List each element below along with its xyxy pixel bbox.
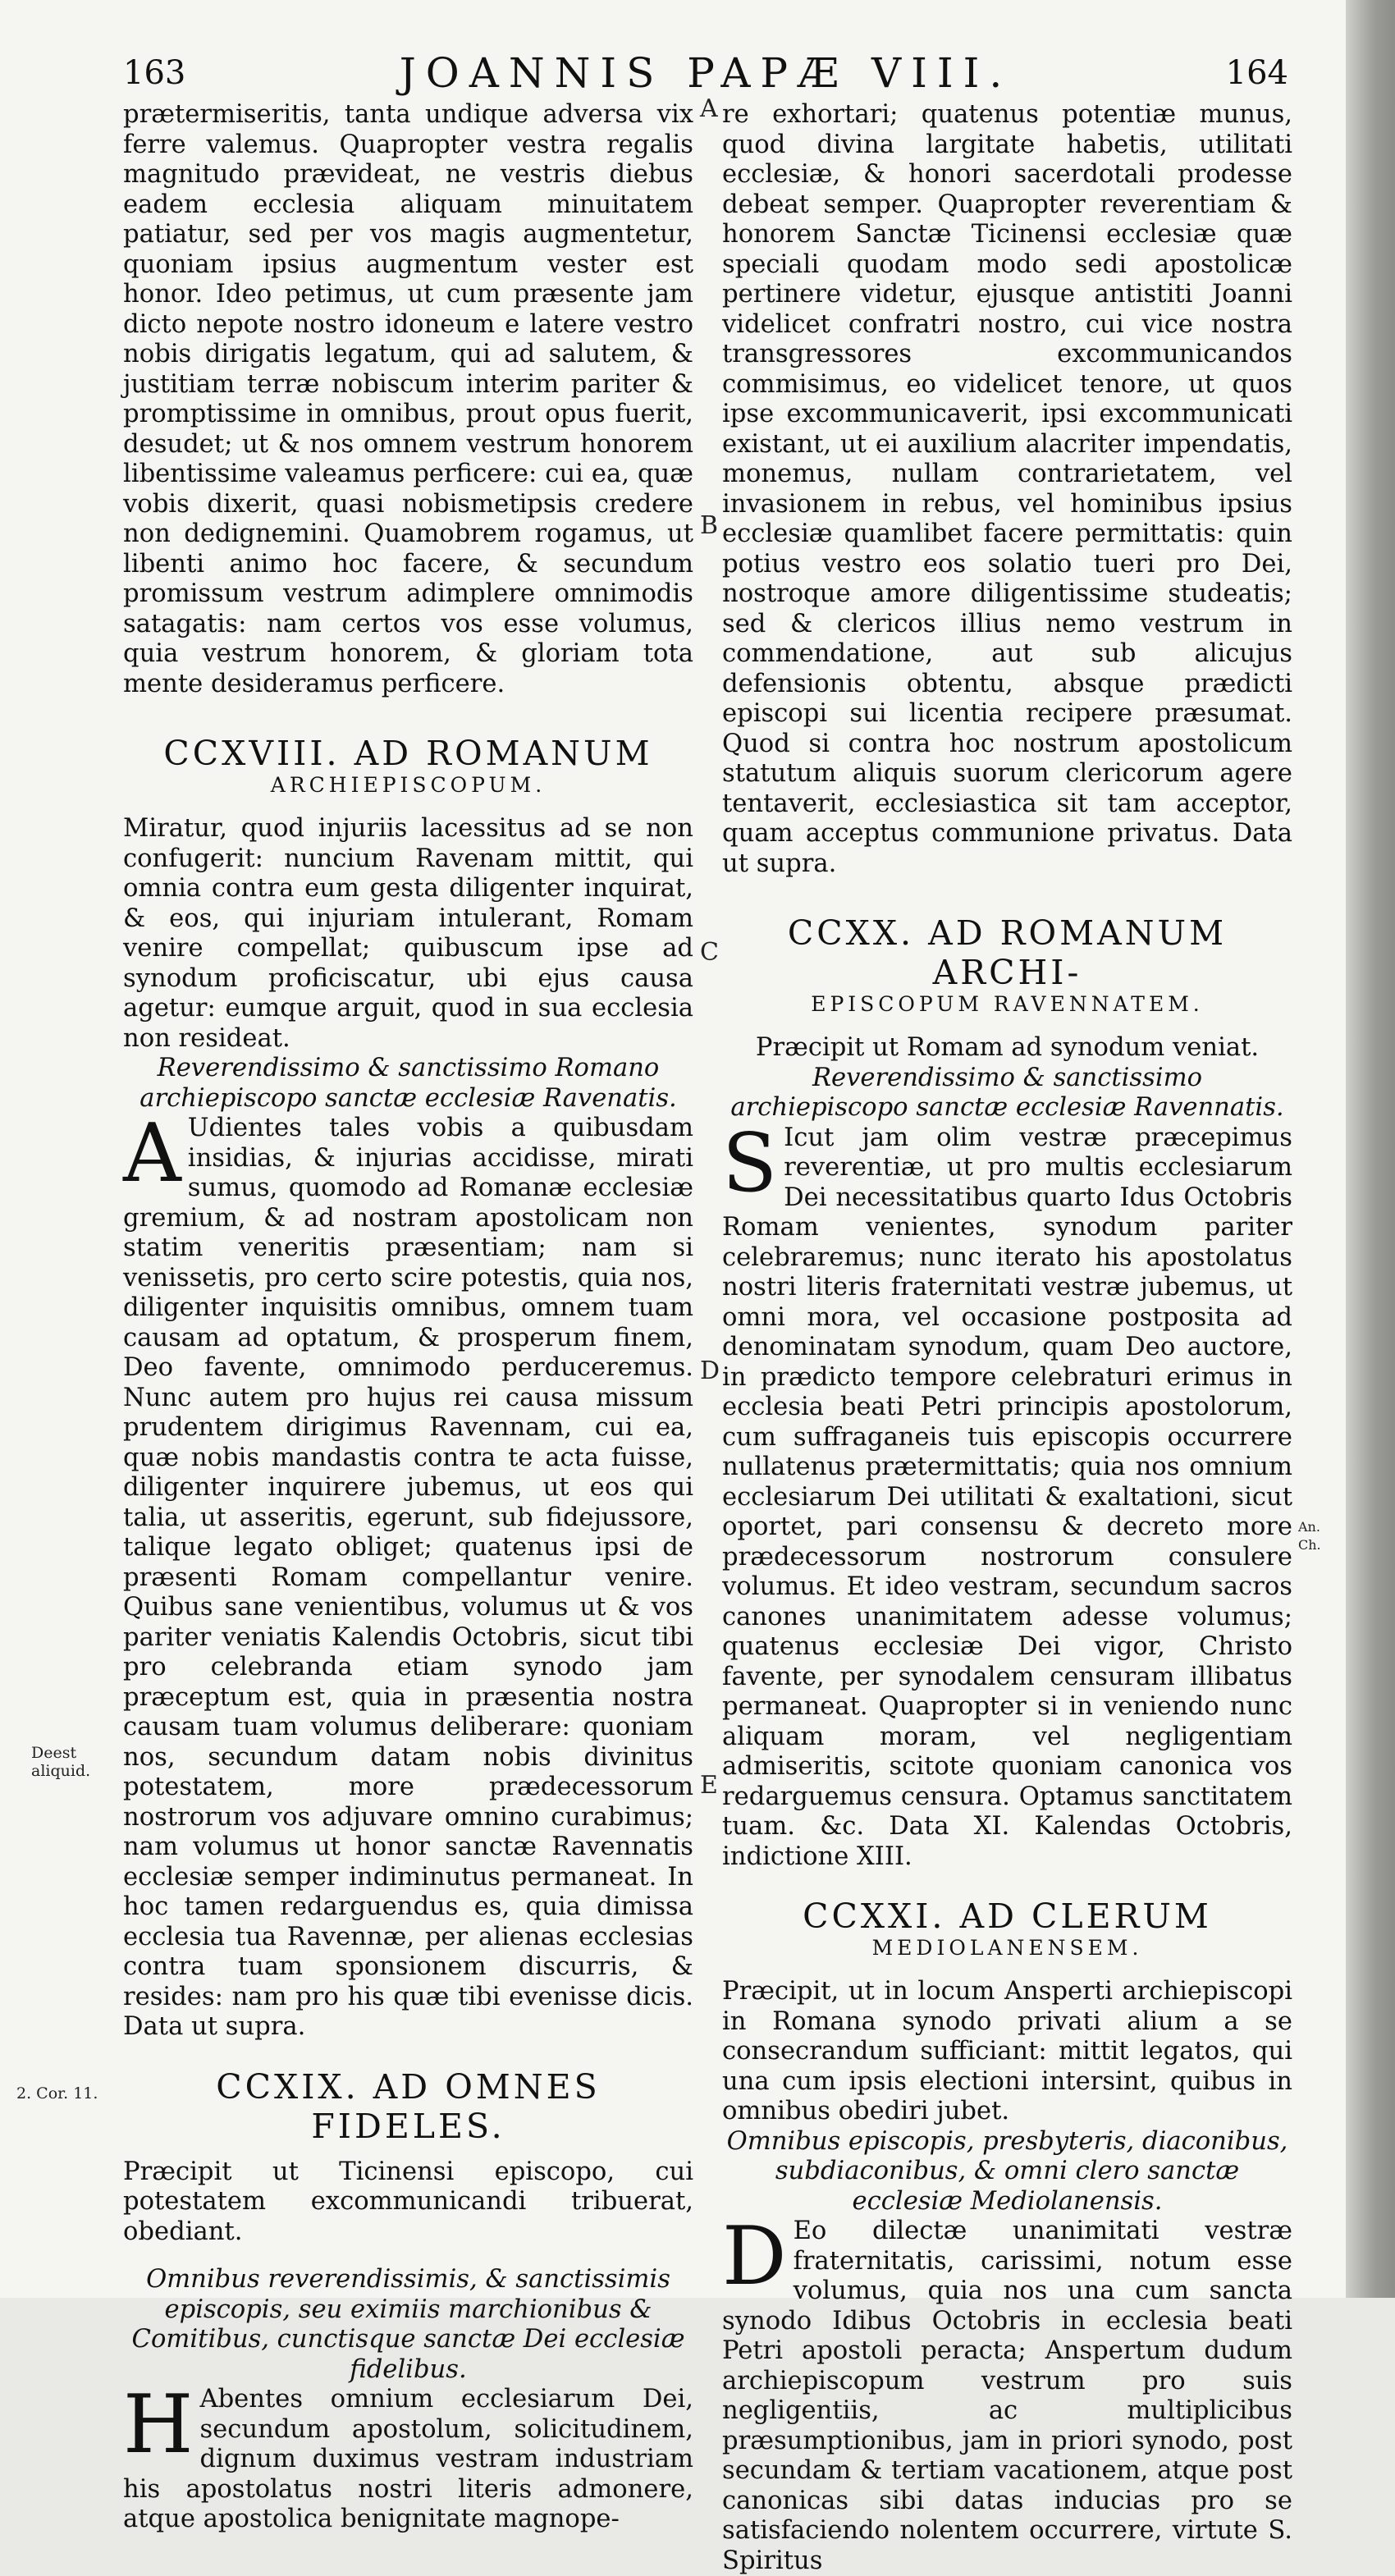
- section-letter-c: C: [700, 938, 719, 967]
- continued-text: re exhortari; quatenus potentiæ munus, quod divina largitate habetis, utilitati ecclesiæ, & honori sacerdotali prodesse debeat semper. Quapropter reverentiam & honorem Sanctæ Ticinensi ecclesiæ quæ speciali quodam modo sedi apostolicæ pertinere videtur, ejusque antistiti Joanni videlicet confratri nostro, cui vice nostra transgressores excommunicandos commisimus, eo videlicet tenore, ut quos ipse excommunicaverit, ipsi excommunicati existant, ut ei auxilium alacriter impendatis, monemus, nullam contrarietatem, vel invasionem in rebus, vel hominibus ipsius ecclesiæ quamlibet facere permittatis: quin potius vestro eos solatio tueri pro Dei, nostroque amore diligentissime studeatis; sed & clericos illius nemo vestrum in commendatione, aut sub alicujus defensionis obtentu, absque prædicti episcopi sui licentia recipere præsumat. Quod si contra hoc nostrum apostolicum statutum aliquis suorum clericorum agere tentaverit, ecclesiastica sit tam acceptor, quam acceptus communione privatus. Data ut supra.: [722, 100, 1292, 878]
- letter-body: S Icut jam olim vestræ præcepimus reverentiæ, ut pro multis ecclesiarum Dei necessitatibus quarto Idus Octobris Romam venientes, synodum pariter celebraremus; nunc iterato his apostolatus nostri literis fraternitati vestræ jubemus, ut omni mora, vel occasione postposita ad denominatam synodum, quam Deo auctore, in prædicto tempore celebraturi erimus in ecclesia beati Petri principis apostolorum, cum suffraganeis tuis episcopis occurrere nullatenus prætermittatis; quia nos omnium ecclesiarum Dei utilitati & exaltationi, sicut oportet, pari consensu & decreto more prædecessorum nostrorum consulere volumus. Et ideo vestram, secundum sacros canones unanimitatem adesse volumus; quatenus ecclesiæ Dei vigor, Christo favente, per synodalem censuram illibatus permaneat. Quapropter si in veniendo nunc aliquam moram, vel negligentiam admiseritis, scitote quoniam canonica vos redarguemus censura. Optamus sanctitatem tuam. &c. Data XI. Kalendas Octobris, indictione XIII.: [722, 1116, 1292, 1871]
- page-number-left: 163: [123, 54, 186, 92]
- drop-cap: S: [722, 1116, 778, 1210]
- letter-heading-ccxx: CCXX. AD ROMANUM ARCHI-: [787, 913, 1228, 992]
- letter-subheading: EPISCOPUM RAVENNATEM.: [811, 992, 1204, 1016]
- drop-cap: H: [123, 2378, 194, 2472]
- page-edge-shadow: [1346, 0, 1395, 2298]
- letter-heading-ccxviii: CCXVIII. AD ROMANUM: [163, 734, 653, 773]
- left-column: [123, 100, 693, 2535]
- running-title: JOANNIS PAPÆ VIII.: [399, 49, 1013, 97]
- margin-note-anno: An. Ch.: [1298, 1519, 1321, 1553]
- section-letter-a: A: [700, 94, 718, 123]
- letter-heading-ccxxi: CCXXI. AD CLERUM: [803, 1897, 1212, 1936]
- margin-note-cor: 2. Cor. 11.: [16, 2084, 98, 2102]
- letter-summary: Miratur, quod injuriis lacessitus ad se non confugerit: nuncium Ravenam mittit, qui omnia contra eum gesta diligenter inquirat, & eos, qui injuriam intulerant, Romam venire compellat; quibuscum ipse ad synodum proficiscatur, ubi ejus causa agetur: eumque arguit, quod in sua ecclesia non resideat.: [123, 814, 693, 1053]
- letter-address: Omnibus reverendissimis, & sanctissimis episcopis, seu eximiis marchionibus & Comitibus, cunctisque sanctæ Dei ecclesiæ fidelibus.: [131, 2265, 685, 2384]
- letter-heading-ccxix: CCXIX. AD OMNES FIDELES.: [216, 2066, 601, 2146]
- letter-summary: Præcipit ut Ticinensi episcopo, cui potestatem excommunicandi tribuerat, obediant.: [123, 2157, 693, 2246]
- letter-subheading: MEDIOLANENSEM.: [871, 1936, 1143, 1960]
- continued-text: prætermiseritis, tanta undique adversa vix ferre valemus. Quapropter vestra regalis magnitudo prævideat, ne vestris diebus eadem ecclesia aliquam minuitatem patiatur, sed per vos magis augmentetur, quoniam ipsius augmentum vester est honor. Ideo petimus, ut cum præsente jam dicto nepote nostro idoneum e latere vestro nobis dirigatis legatum, qui ad salutem, & justitiam terræ nobiscum interim pariter & promptissime in omnibus, prout opus fuerit, desudet; ut & nos omnem vestrum honorem libentissime valeamus perficere: cui ea, quæ vobis dixerit, quasi nobismetipsis credere non dedignemini. Quamobrem rogamus, ut libenti animo hoc facere, & secundum promissum vestrum adimplere omnimodis satagatis: nam certos vos esse volumus, quia vestrum honorem, & gloriam tota mente desideramus perficere.: [123, 100, 693, 698]
- letter-address: Reverendissimo & sanctissimo Romano archiepiscopo sanctæ ecclesiæ Ravenatis.: [140, 1054, 677, 1113]
- letter-summary: Præcipit, ut in locum Ansperti archiepiscopi in Romana synodo privati alium a se consecrandum sufficiant: mittit legatos, qui una cum ipsis electioni intersint, quibus in omnibus obediri jubet.: [722, 1977, 1292, 2125]
- page-number-right: 164: [1225, 54, 1288, 92]
- letter-body: H Abentes omnium ecclesiarum Dei, secundum apostolum, solicitudinem, dignum duximus vestram industriam his apostolatus nostri literis admonere, atque apostolica benignitate magnope-: [123, 2378, 693, 2533]
- letter-address: Reverendissimo & sanctissimo archiepiscopo sanctæ ecclesiæ Ravennatis.: [730, 1063, 1284, 1122]
- margin-note-deest: Deest aliquid.: [31, 1744, 91, 1780]
- letter-address: Omnibus episcopis, presbyteris, diaconibus, subdiaconibus, & omni clero sanctæ ecclesiæ Mediolanensis.: [726, 2126, 1288, 2216]
- letter-body: A Udientes tales vobis a quibusdam insidias, & injurias accidisse, mirati sumus, quomodo ad Romanæ ecclesiæ gremium, & ad nostram apostolicam non statim veneritis præsentiam; nam si venissetis, pro certo scire potestis, quia nos, diligenter inquisitis omnibus, omnem tuam causam ad optatum, & prosperum finem, Deo favente, omnimodo perduceremus. Nunc autem pro hujus rei causa missum prudentem dirigimus Ravennam, cui ea, quæ nobis mandastis contra te acta fuisse, diligenter inquirere jubemus, ut eos qui talia, ut asseritis, egerunt, sub fidejussore, talique legato obliget; quatenus ipsi de præsenti Romam compellantur venire. Quibus sane venientibus, volumus ut & vos pariter veniatis Kalendis Octobris, sicut tibi pro celebranda etiam synodo jam præceptum est, quia in præsentia nostra causam tuam volumus deliberare: quoniam nos, secundum datam nobis divinitus potestatem, more prædecessorum nostrorum vos adjuvare omnino curabimus; nam volumus ut honor sanctæ Ravennatis ecclesiæ semper indiminutus permaneat. In hoc tamen redarguendus es, quia dimissa ecclesia tua Ravennæ, per alienas ecclesias contra tuam sponsionem discurris, & resides: nam pro his quæ tibi evenisse dicis. Data ut supra.: [123, 1107, 693, 2041]
- drop-cap: A: [123, 1107, 181, 1201]
- letter-subheading: ARCHIEPISCOPUM.: [270, 773, 547, 797]
- section-letter-e: E: [700, 1771, 718, 1800]
- drop-cap: D: [722, 2210, 787, 2304]
- right-column: [722, 100, 1292, 2576]
- letter-summary: Præcipit ut Romam ad synodum veniat.: [755, 1033, 1260, 1062]
- section-letter-b: B: [700, 511, 719, 540]
- letter-body: D Eo dilectæ unanimitati vestræ fraternitatis, carissimi, notum esse volumus, quia nos una cum sancta synodo Idibus Octobris in ecclesia beati Petri apostoli peracta; Anspertum dudum archiepiscopum vestrum pro suis negligentiis, ac multiplicibus præsumptionibus, jam in priori synodo, post secundam & tertiam vacationem, atque post canonicas sibi datas inducias pro se satisfaciendo nolentem occurrere, virtute S. Spiritus: [722, 2210, 1292, 2575]
- section-letter-d: D: [700, 1357, 720, 1385]
